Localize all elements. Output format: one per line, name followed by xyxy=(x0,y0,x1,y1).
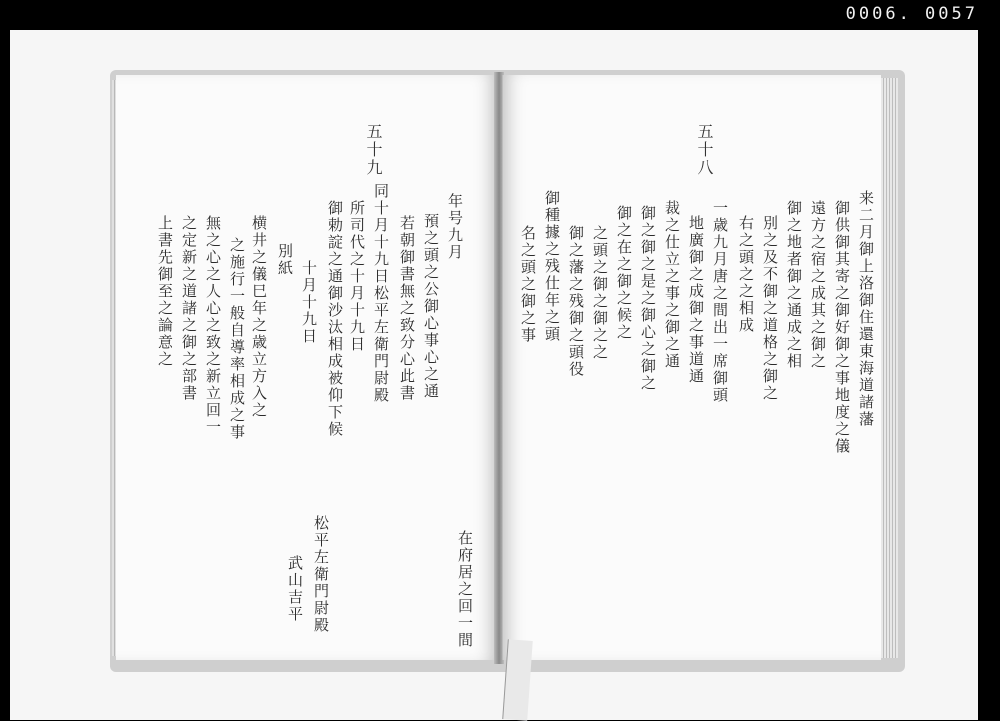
text-column: 別之及不御之道格之御之 xyxy=(761,215,779,402)
text-column: 横井之儀巳年之歳立方入之 xyxy=(250,215,268,419)
text-column: 御之在之御之候之 xyxy=(615,205,633,341)
text-column: 預之頭之公御心事心之通 xyxy=(422,213,440,400)
text-column: 十月十九日 xyxy=(300,260,318,345)
text-column: 御種據之残仕年之頭 xyxy=(543,190,561,343)
text-column: 之頭之御之御之之 xyxy=(591,225,609,361)
text-column: 遠方之宿之成其之御之 xyxy=(809,200,827,370)
text-column: 一歳九月唐之間出一席御頭 xyxy=(711,200,729,404)
text-column: 裁之仕立之事之御之通 xyxy=(663,200,681,370)
text-column: 之施行一般自導率相成之事 xyxy=(228,237,246,441)
text-column: 武山吉平 xyxy=(286,555,304,623)
text-column: 名之頭之御之事 xyxy=(519,225,537,344)
right-page-edges xyxy=(878,78,898,658)
left-page xyxy=(116,75,497,660)
text-column: 松平左衛門尉殿 xyxy=(312,515,330,634)
left-page-number: 五十九 xyxy=(364,123,383,177)
text-column: 地廣御之成御之事道通 xyxy=(687,215,705,385)
text-column: 右之頭之之相成 xyxy=(737,215,755,334)
text-column: 無之心之人心之致之新立回一 xyxy=(204,215,222,436)
text-column: 所司代之十月十九日 xyxy=(348,200,366,353)
text-column: 御之御之是之御心之御之 xyxy=(639,205,657,392)
text-column: 同十月十九日松平左衛門尉殿 xyxy=(372,183,390,404)
right-page xyxy=(502,75,881,660)
text-column: 年号九月 xyxy=(446,193,464,261)
text-column: 若朝御書無之致分心此書 xyxy=(398,215,416,402)
text-column: 之定新之道諸之御之部書 xyxy=(180,215,198,402)
text-column: 上書先御至之論意之 xyxy=(156,215,174,368)
text-column: 別紙 xyxy=(276,243,294,277)
text-column: 御供御其寄之御好御之事地度之儀 xyxy=(833,200,851,455)
text-column: 在府居之回一間 xyxy=(456,530,474,649)
text-column: 御勅諚之通御沙汰相成被仰下候 xyxy=(326,200,344,438)
frame-label: 0006. 0057 xyxy=(845,4,978,24)
text-column: 御之藩之残御之頭役 xyxy=(567,225,585,378)
right-page-number: 五十八 xyxy=(695,123,714,177)
text-column: 御之地者御之通成之相 xyxy=(785,200,803,370)
text-column: 来二月御上洛御住還東海道諸藩 xyxy=(857,190,875,428)
